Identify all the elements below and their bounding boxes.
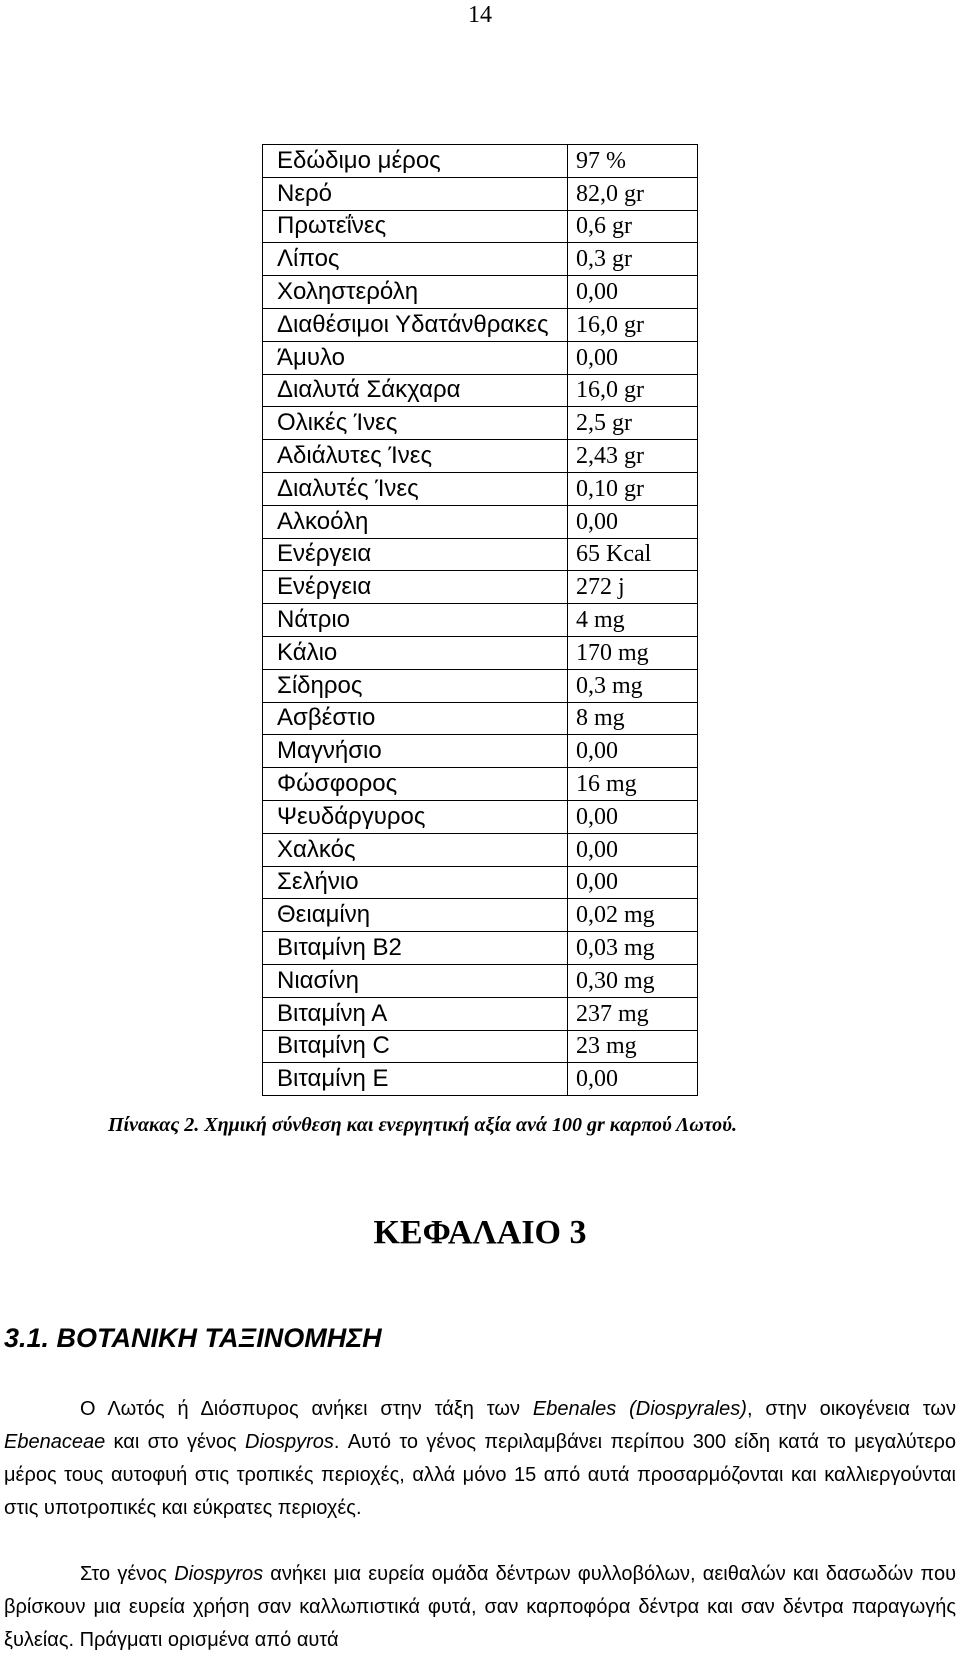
table-row — [263, 210, 698, 243]
table-row — [263, 177, 698, 210]
table-row — [263, 374, 698, 407]
table-row — [263, 1030, 698, 1063]
nutrient-value: 16,0 gr — [568, 308, 698, 341]
nutrient-name: Νιασίνη — [263, 964, 568, 997]
table-row — [263, 669, 698, 702]
nutrient-value: 2,43 gr — [568, 440, 698, 473]
table-row — [263, 932, 698, 965]
nutrient-value: 0,30 mg — [568, 964, 698, 997]
nutrient-value: 65 Kcal — [568, 538, 698, 571]
nutrient-value: 0,00 — [568, 735, 698, 768]
table-caption: Πίνακας 2. Χημική σύνθεση και ενεργητική αξία ανά 100 gr καρπού Λωτού. — [108, 1114, 737, 1136]
table-row — [263, 341, 698, 374]
nutrient-name: Εδώδιμο μέρος — [263, 145, 568, 178]
table-row — [263, 243, 698, 276]
nutrient-value: 0,00 — [568, 505, 698, 538]
latin-name: Diospyros — [174, 1563, 264, 1585]
text-segment: ανήκει μια ευρεία ομάδα δέντρων φυλλοβόλων, αειθαλών και δασωδών που βρίσκουν μια ευρεία χρήση σαν καλλωπιστικά φυτά, σαν καρποφόρα δέντρα και σαν δέντρα παραγωγής ξυλείας. Πράγματι ορισμένα από αυτά — [4, 1563, 956, 1651]
nutrient-name: Μαγνήσιο — [263, 735, 568, 768]
table-row — [263, 472, 698, 505]
text-segment: Στο γένος — [80, 1563, 175, 1585]
nutrient-name: Βιταμίνη C — [263, 1030, 568, 1063]
nutrient-name: Θειαμίνη — [263, 899, 568, 932]
nutrient-name: Βιταμίνη Β2 — [263, 932, 568, 965]
nutrient-value: 0,00 — [568, 800, 698, 833]
nutrient-value: 82,0 gr — [568, 177, 698, 210]
nutrient-value: 0,00 — [568, 341, 698, 374]
nutrient-name: Νερό — [263, 177, 568, 210]
nutrient-name: Βιταμίνη Α — [263, 997, 568, 1030]
nutrient-name: Νάτριο — [263, 604, 568, 637]
text-segment: . Αυτό το γένος περιλαμβάνει περίπου 300 είδη κατά το μεγαλύτερο μέρος τους αυτοφυή στις τροπικές περιοχές, αλλά μόνο 15 από αυτά προσαρμόζονται και καλλιεργούνται στις υποτροπικές και εύκρατες περιοχές. — [4, 1431, 957, 1519]
nutrient-name: Διαλυτά Σάκχαρα — [263, 374, 568, 407]
table-row — [263, 308, 698, 341]
table-row — [263, 964, 698, 997]
nutrient-name: Ασβέστιο — [263, 702, 568, 735]
nutrient-name: Χαλκός — [263, 833, 568, 866]
nutrient-value: 16 mg — [568, 768, 698, 801]
nutrient-value: 8 mg — [568, 702, 698, 735]
table-row — [263, 636, 698, 669]
nutrition-table — [262, 144, 698, 1096]
nutrient-name: Σίδηρος — [263, 669, 568, 702]
nutrient-name: Διαλυτές Ίνες — [263, 472, 568, 505]
nutrient-value: 0,3 mg — [568, 669, 698, 702]
table-row — [263, 997, 698, 1030]
nutrient-name: Ολικές Ίνες — [263, 407, 568, 440]
nutrient-value: 0,00 — [568, 833, 698, 866]
nutrient-value: 16,0 gr — [568, 374, 698, 407]
nutrient-value: 0,02 mg — [568, 899, 698, 932]
table-row — [263, 702, 698, 735]
table-row — [263, 571, 698, 604]
table-row — [263, 440, 698, 473]
latin-name: Ebenales (Diospyrales) — [532, 1398, 747, 1420]
nutrient-name: Ενέργεια — [263, 538, 568, 571]
nutrient-name: Ενέργεια — [263, 571, 568, 604]
table-row — [263, 1063, 698, 1096]
nutrient-name: Αλκοόλη — [263, 505, 568, 538]
table-row — [263, 276, 698, 309]
nutrient-value: 272 j — [568, 571, 698, 604]
nutrient-name: Διαθέσιμοι Υδατάνθρακες — [263, 308, 568, 341]
table-row — [263, 800, 698, 833]
table-row — [263, 407, 698, 440]
text-segment: και στο γένος — [105, 1431, 245, 1453]
paragraph-diospyros-genus — [4, 1558, 956, 1657]
nutrient-value: 0,3 gr — [568, 243, 698, 276]
nutrient-value: 0,10 gr — [568, 472, 698, 505]
table-row — [263, 866, 698, 899]
nutrient-name: Αδιάλυτες Ίνες — [263, 440, 568, 473]
nutrient-value: 97 % — [568, 145, 698, 178]
nutrient-value: 0,6 gr — [568, 210, 698, 243]
section-title: 3.1. ΒΟΤΑΝΙΚΗ ΤΑΞΙΝΟΜΗΣΗ — [4, 1323, 382, 1353]
nutrient-name: Φώσφορος — [263, 768, 568, 801]
nutrient-value: 2,5 gr — [568, 407, 698, 440]
nutrient-name: Ψευδάργυρος — [263, 800, 568, 833]
nutrient-value: 0,00 — [568, 276, 698, 309]
table-row — [263, 538, 698, 571]
nutrient-name: Σελήνιο — [263, 866, 568, 899]
nutrient-value: 0,00 — [568, 866, 698, 899]
nutrient-value: 237 mg — [568, 997, 698, 1030]
table-row — [263, 604, 698, 637]
text-segment: Ο Λωτός ή Διόσπυρος ανήκει στην τάξη των — [80, 1398, 533, 1420]
text-segment: , στην οικογένεια των — [746, 1398, 956, 1420]
latin-name: Ebenaceae — [4, 1431, 106, 1453]
page-number: 14 — [468, 2, 492, 28]
nutrient-name: Πρωτεΐνες — [263, 210, 568, 243]
table-row — [263, 833, 698, 866]
nutrient-value: 170 mg — [568, 636, 698, 669]
table-row — [263, 735, 698, 768]
nutrient-value: 0,00 — [568, 1063, 698, 1096]
nutrient-value: 23 mg — [568, 1030, 698, 1063]
chapter-title: ΚΕΦΑΛΑΙΟ 3 — [373, 1214, 587, 1251]
nutrition-table-body — [263, 145, 698, 1096]
nutrient-name: Άμυλο — [263, 341, 568, 374]
nutrient-value: 4 mg — [568, 604, 698, 637]
table-row — [263, 145, 698, 178]
nutrient-name: Χοληστερόλη — [263, 276, 568, 309]
latin-name: Diospyros — [244, 1431, 334, 1453]
nutrient-name: Λίπος — [263, 243, 568, 276]
nutrient-name: Κάλιο — [263, 636, 568, 669]
nutrient-name: Βιταμίνη Ε — [263, 1063, 568, 1096]
table-row — [263, 899, 698, 932]
table-row — [263, 768, 698, 801]
paragraph-botanical-classification — [4, 1393, 956, 1525]
table-row — [263, 505, 698, 538]
nutrient-value: 0,03 mg — [568, 932, 698, 965]
